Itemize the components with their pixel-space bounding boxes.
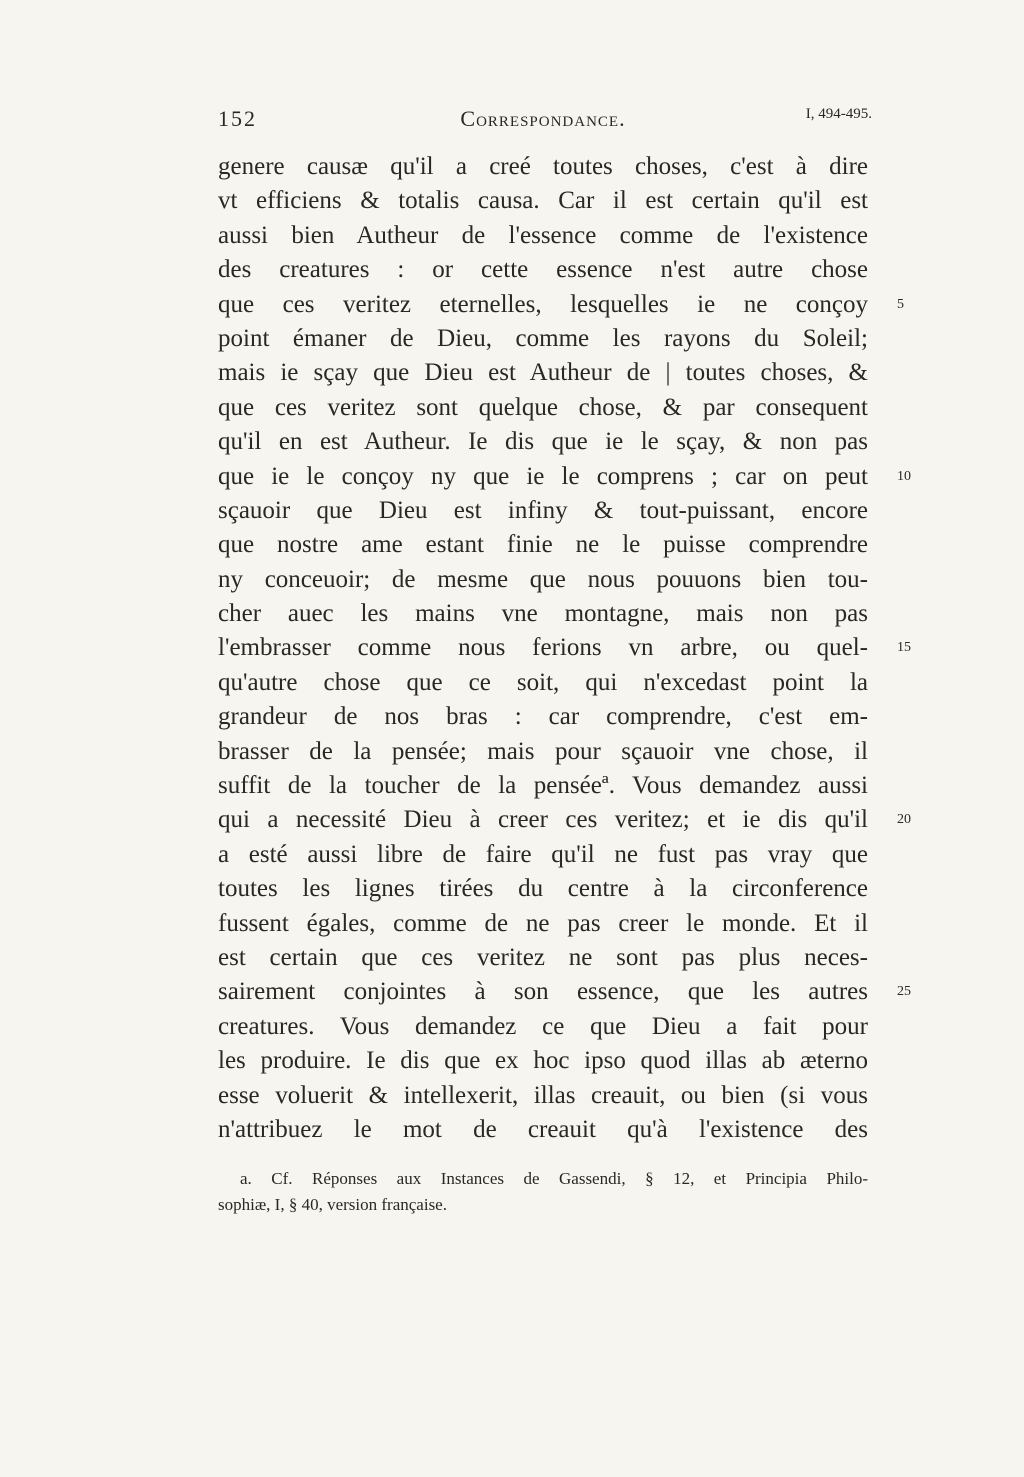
text-line-content: toutes les lignes tirées du centre à la circonference xyxy=(218,875,868,903)
text-line-content: fussent égales, comme de ne pas creer le monde. Et il xyxy=(218,909,868,937)
text-line-content: vt efficiens & totalis causa. Car il est certain qu'il est xyxy=(218,187,868,215)
page-reference: I, 494-495. xyxy=(805,106,872,122)
text-line-content: grandeur de nos bras : car comprendre, c'est em- xyxy=(218,703,868,731)
footnote-line: sophiæ, I, § 40, version française. xyxy=(218,1195,447,1214)
line-number: 10 xyxy=(897,468,911,484)
text-line xyxy=(218,425,868,459)
footnote xyxy=(218,1166,868,1218)
text-line-content: l'embrasser comme nous ferions vn arbre, ou quel- xyxy=(218,634,868,662)
text-line-content: qu'autre chose que ce soit, qui n'excedast point la xyxy=(218,668,868,696)
text-line-content: brasser de la pensée; mais pour sçauoir vne chose, il xyxy=(218,737,868,765)
text-line xyxy=(218,1010,868,1044)
line-number: 25 xyxy=(897,984,911,1000)
text-line-content: des creatures : or cette essence n'est autre chose xyxy=(218,256,868,284)
text-line xyxy=(218,1044,868,1078)
text-line xyxy=(218,769,868,803)
text-line xyxy=(218,1079,868,1113)
text-line xyxy=(218,391,868,425)
text-line-content: sairement conjointes à son essence, que les autres xyxy=(218,978,868,1006)
text-line-content: qui a necessité Dieu à creer ces veritez; et ie dis qu'il xyxy=(218,806,868,834)
text-line-content: que ie le conçoy ny que ie le comprens ; car on peut xyxy=(218,462,868,490)
text-line-content: mais ie sçay que Dieu est Autheur de | toutes choses, & xyxy=(218,359,868,387)
text-line xyxy=(218,631,911,665)
text-line xyxy=(218,907,868,941)
text-line-content: aussi bien Autheur de l'essence comme de l'existence xyxy=(218,221,868,249)
text-line-content: a esté aussi libre de faire qu'il ne fust pas vray que xyxy=(218,840,868,868)
text-line xyxy=(218,356,868,390)
running-head xyxy=(218,106,872,138)
page-number: 152 xyxy=(218,106,257,131)
text-line xyxy=(218,872,868,906)
text-line xyxy=(218,150,868,184)
text-line-content: que nostre ame estant finie ne le puisse comprendre xyxy=(218,531,868,559)
text-line xyxy=(218,253,868,287)
text-line-content: qu'il en est Autheur. Ie dis que ie le sçay, & non pas xyxy=(218,428,868,456)
text-line xyxy=(218,1113,868,1147)
line-number: 5 xyxy=(897,296,904,312)
text-line xyxy=(218,563,868,597)
text-line xyxy=(218,666,868,700)
text-line xyxy=(218,460,911,494)
text-line-content: esse voluerit & intellexerit, illas creauit, ou bien (si vous xyxy=(218,1081,868,1109)
text-line-content: point émaner de Dieu, comme les rayons du Soleil; xyxy=(218,324,868,352)
text-line-content: cher auec les mains vne montagne, mais non pas xyxy=(218,600,868,628)
text-line xyxy=(218,528,868,562)
body-text xyxy=(218,150,911,1147)
line-number: 15 xyxy=(897,640,911,656)
text-line xyxy=(218,322,868,356)
text-line xyxy=(218,700,868,734)
text-line-content: sçauoir que Dieu est infiny & tout-puissant, encore xyxy=(218,496,868,524)
text-line-content: creatures. Vous demandez ce que Dieu a fait pour xyxy=(218,1012,868,1040)
text-line xyxy=(218,288,904,322)
text-line xyxy=(218,975,911,1009)
text-line-content: n'attribuez le mot de creauit qu'à l'existence des xyxy=(218,1115,868,1143)
text-line-content: que ces veritez sont quelque chose, & par consequent xyxy=(218,393,868,421)
text-line-content: est certain que ces veritez ne sont pas plus neces- xyxy=(218,943,868,971)
text-line xyxy=(218,597,868,631)
text-line xyxy=(218,184,868,218)
text-line-content: suffit de la toucher de la penséeª. Vous demandez aussi xyxy=(218,772,868,800)
text-line xyxy=(218,494,868,528)
text-line xyxy=(218,803,911,837)
text-line xyxy=(218,735,868,769)
text-line-content: que ces veritez eternelles, lesquelles ie ne conçoy xyxy=(218,290,868,318)
text-line xyxy=(218,219,868,253)
text-line xyxy=(218,941,868,975)
text-line-content: genere causæ qu'il a creé toutes choses, c'est à dire xyxy=(218,153,868,180)
footnote-line: a. Cf. Réponses aux Instances de Gassendi, § 12, et Principia Philo- xyxy=(240,1169,868,1188)
text-line-content: les produire. Ie dis que ex hoc ipso quod illas ab æterno xyxy=(218,1047,868,1075)
line-number: 20 xyxy=(897,812,911,828)
running-title: Correspondance. xyxy=(460,106,626,131)
text-line-content: ny conceuoir; de mesme que nous pouuons bien tou- xyxy=(218,565,868,593)
text-line xyxy=(218,838,868,872)
